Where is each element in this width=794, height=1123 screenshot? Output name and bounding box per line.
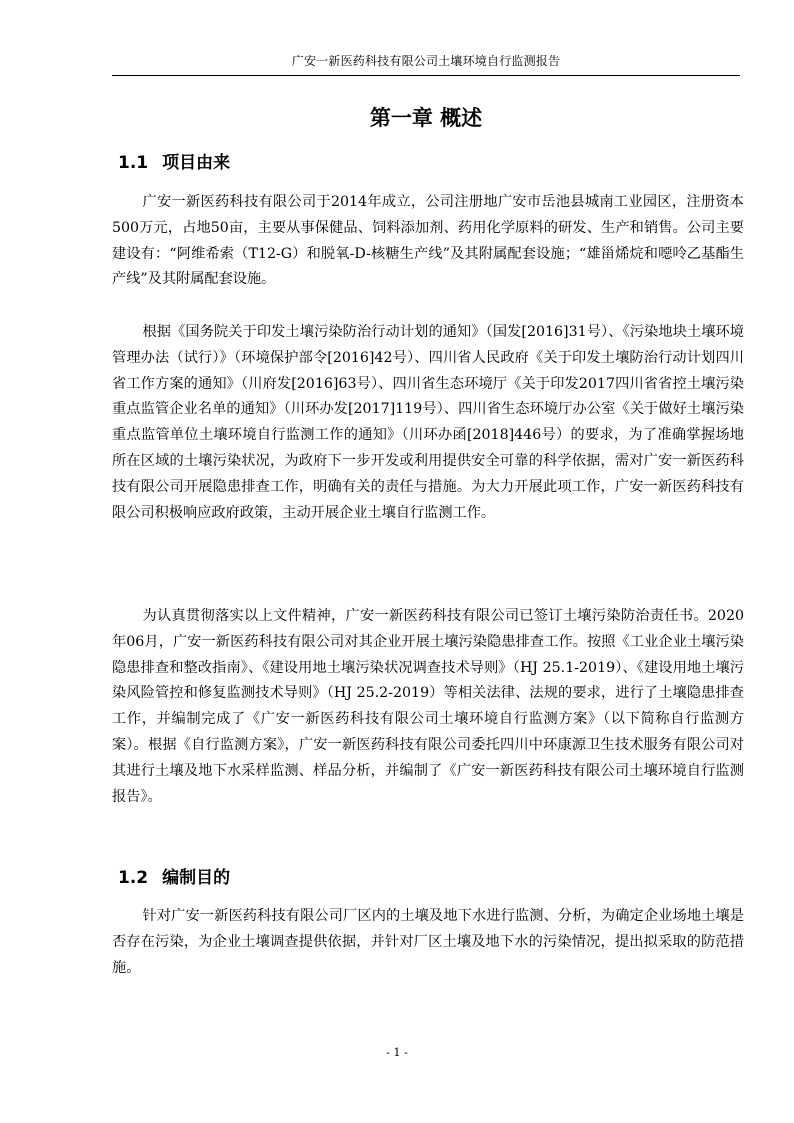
chapter-title: 第一章 概述 [369,106,483,130]
section-heading-1-2 [118,867,230,889]
section-number: 1.2 [118,868,149,888]
section-title: 项目由来 [162,153,231,173]
section-title: 编制目的 [162,868,231,888]
page-number: - 1 - [386,1046,408,1059]
paragraph: 广安一新医药科技有限公司于2014年成立，公司注册地广安市岳池县城南工业园区，注册资本500万元，占地50亩，主要从事保健品、饲料添加剂、药用化学原料的研发、生产和销售。公司主要建设有：“阿维希索（T12-G）和脱氧-D-核糖生产线”及其附属配套设施；“雄甾烯烷和噁呤乙基酯生产线”及其附属配套设施。 [112,194,744,288]
section-heading-1-1 [118,152,230,174]
paragraph: 根据《国务院关于印发土壤污染防治行动计划的通知》（国发[2016]31号）、《污染地块土壤环境管理办法（试行）》（环境保护部令[2016]42号）、四川省人民政府《关于印发土壤防治行动计划四川省工作方案的通知》（川府发[2016]63号）、四川省生态环境厅《关于印发2017四川省省控土壤污染重点监管企业名单的通知》（川环办发[2017]119号）、四川省生态环境厅办公室《关于做好土壤污染重点监管单位土壤环境自行监测工作的通知》（川环办函[2018]446号）的要求，为了准确掌握场地所在区域的土壤污染状况，为政府下一步开发或利用提供安全可靠的科学依据，需对广安一新医药科技有限公司开展隐患排查工作，明确有关的责任与措施。为大力开展此项工作，广安一新医药科技有限公司积极响应政府政策，主动开展企业土壤自行监测工作。 [112,324,744,521]
paragraph: 针对广安一新医药科技有限公司厂区内的土壤及地下水进行监测、分析，为确定企业场地土壤是否存在污染，为企业土壤调查提供依据，并针对厂区土壤及地下水的污染情况，提出拟采取的防范措施。 [112,908,744,976]
header-divider [112,75,740,76]
paragraph: 为认真贯彻落实以上文件精神，广安一新医药科技有限公司已签订土壤污染防治责任书。2020年06月，广安一新医药科技有限公司对其企业开展土壤污染隐患排查工作。按照《工业企业土壤污染隐患排查和整改指南》、《建设用地土壤污染状况调查技术导则》（HJ 25.1-2019）、《建设用地土壤污染风险管控和修复监测技术导则》（HJ 25.2-2019）等相关法律、法规的要求，进行了土壤隐患排查工作，并编制完成了《广安一新医药科技有限公司土壤环境自行监测方案》（以下简称自行监测方案）。根据《自行监测方案》，广安一新医药科技有限公司委托四川中环康源卫生技术服务有限公司对其进行土壤及地下水采样监测、样品分析，并编制了《广安一新医药科技有限公司土壤环境自行监测报告》。 [112,608,744,805]
section-number: 1.1 [118,153,149,173]
running-header: 广安一新医药科技有限公司土壤环境自行监测报告 [291,54,561,68]
